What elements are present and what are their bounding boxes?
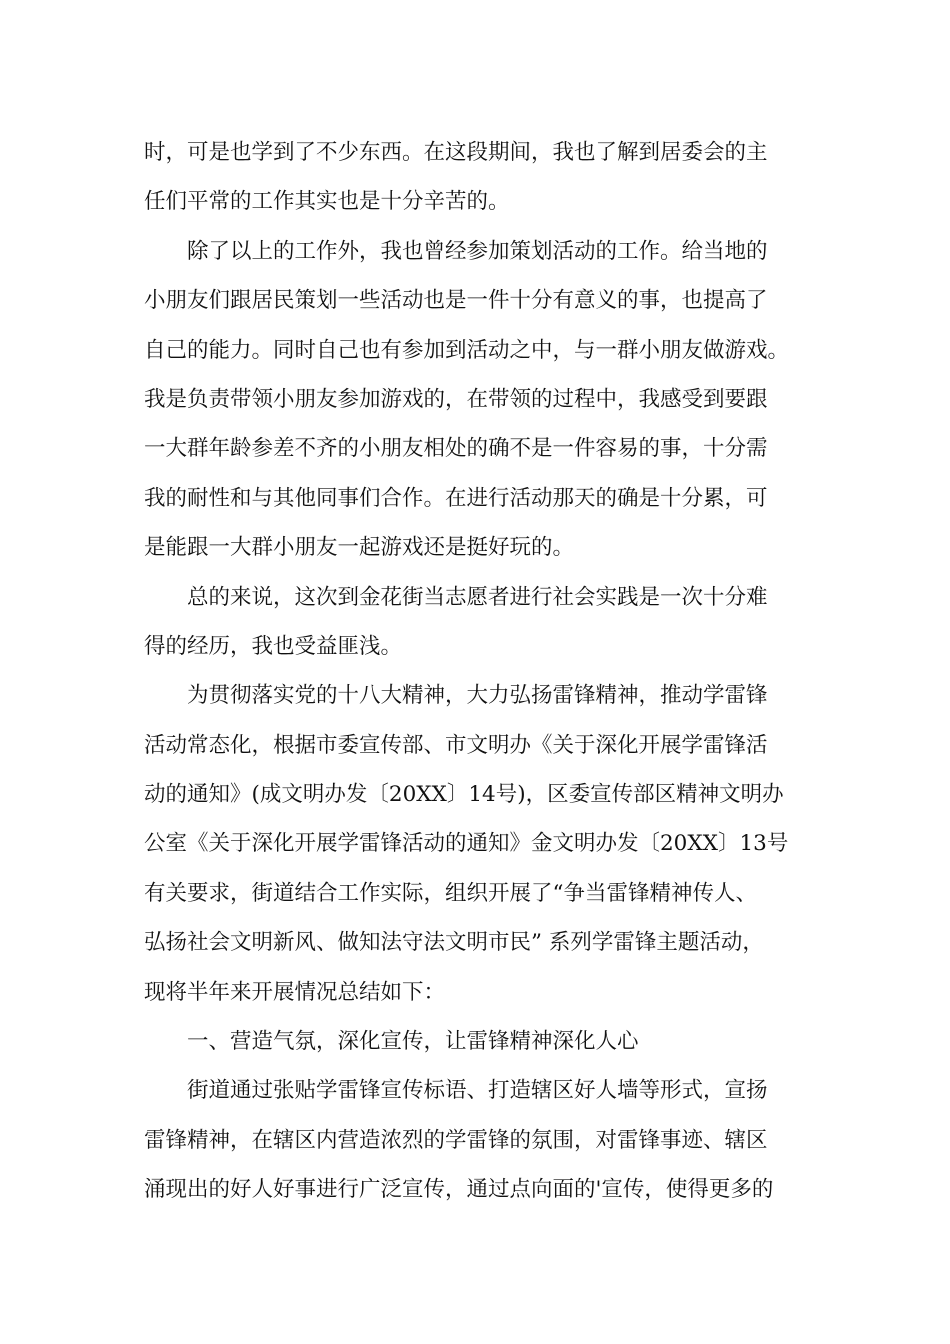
document-body [144,128,816,1215]
text-line: 涌现出的好人好事进行广泛宣传，通过点向面的'宣传，使得更多的 [144,1177,774,1203]
text-line: 时，可是也学到了不少东西。在这段期间，我也了解到居委会的主 [144,140,768,165]
text-line: 现将半年来开展情况总结如下： [144,979,446,1005]
text-line: 有关要求，街道结合工作实际，组织开展了“争当雷锋精神传人、 [144,880,757,906]
text-line: 为贯彻落实党的十八大精神，大力弘扬雷锋精神，推动学雷锋 [144,683,768,709]
text-line: 公室《关于深化开展学雷锋活动的通知》金文明办发〔20XX〕13号 [144,831,789,857]
text-line: 我的耐性和与其他同事们合作。在进行活动那天的确是十分累，可 [144,485,768,511]
text-line: 我是负责带领小朋友参加游戏的，在带领的过程中，我感受到要跟 [144,386,768,412]
text-line: 是能跟一大群小朋友一起游戏还是挺好玩的。 [144,535,575,561]
text-line: 小朋友们跟居民策划一些活动也是一件十分有意义的事，也提高了 [144,288,768,314]
text-line: 一大群年龄参差不齐的小朋友相处的确不是一件容易的事，十分需 [144,436,768,462]
text-line: 除了以上的工作外，我也曾经参加策划活动的工作。给当地的 [144,238,768,264]
text-line: 得的经历，我也受益匪浅。 [144,633,403,659]
text-line: 总的来说，这次到金花街当志愿者进行社会实践是一次十分难 [144,584,768,610]
text-line: 一、营造气氛，深化宣传，让雷锋精神深化人心 [144,1029,639,1055]
text-line: 自己的能力。同时自己也有参加到活动之中，与一群小朋友做游戏。 [144,337,790,363]
text-line: 街道通过张贴学雷锋宣传标语、打造辖区好人墙等形式，宣扬 [144,1078,768,1104]
text-line: 任们平常的工作其实也是十分辛苦的。 [144,189,510,215]
text-line: 雷锋精神，在辖区内营造浓烈的学雷锋的氛围，对雷锋事迹、辖区 [144,1127,768,1153]
text-line: 动的通知》(成文明办发〔20XX〕14号)，区委宣传部区精神文明办 [144,782,784,808]
text-line: 活动常态化，根据市委宣传部、市文明办《关于深化开展学雷锋活 [144,732,768,758]
text-line: 弘扬社会文明新风、做知法守法文明市民” 系列学雷锋主题活动， [144,930,764,956]
